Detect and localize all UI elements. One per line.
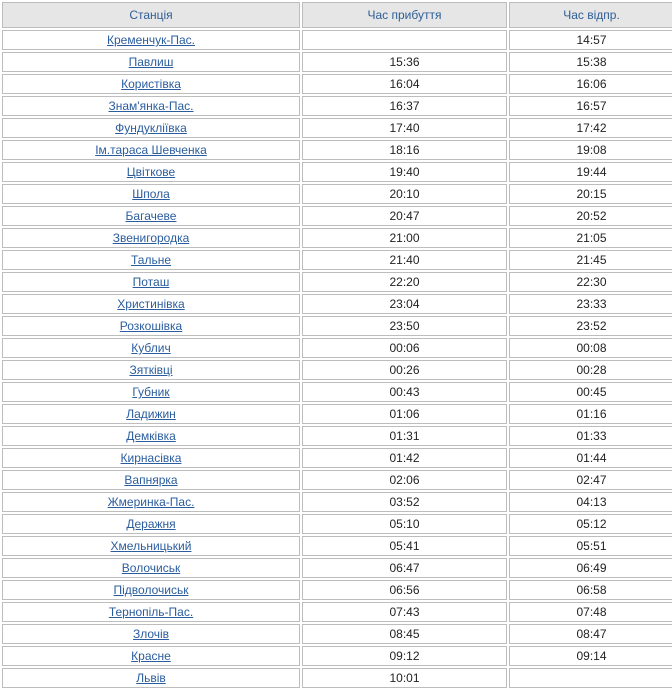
departure-time-cell: 16:57	[509, 96, 672, 116]
arrival-time-cell: 07:43	[302, 602, 507, 622]
station-link[interactable]: Хмельницький	[110, 539, 192, 553]
table-row	[2, 536, 672, 556]
station-cell	[2, 206, 300, 226]
table-row	[2, 426, 672, 446]
station-cell	[2, 294, 300, 314]
station-link[interactable]: Цвіткове	[126, 165, 176, 179]
station-cell	[2, 140, 300, 160]
table-row	[2, 514, 672, 534]
station-cell	[2, 514, 300, 534]
table-row	[2, 448, 672, 468]
station-cell	[2, 184, 300, 204]
table-row	[2, 382, 672, 402]
station-cell	[2, 426, 300, 446]
station-cell	[2, 272, 300, 292]
table-row	[2, 624, 672, 644]
departure-time-cell: 15:38	[509, 52, 672, 72]
table-row	[2, 470, 672, 490]
table-row	[2, 250, 672, 270]
station-cell	[2, 448, 300, 468]
table-row	[2, 74, 672, 94]
station-link[interactable]: Красне	[131, 649, 171, 663]
station-link[interactable]: Ім.тараса Шевченка	[95, 143, 207, 157]
departure-time-cell: 20:15	[509, 184, 672, 204]
station-link[interactable]: Тальне	[130, 253, 172, 267]
station-cell	[2, 30, 300, 50]
departure-time-cell: 06:58	[509, 580, 672, 600]
arrival-time-cell: 05:10	[302, 514, 507, 534]
header-departure: Час відпр.	[509, 2, 672, 28]
table-row	[2, 316, 672, 336]
station-cell	[2, 360, 300, 380]
arrival-time-cell: 10:01	[302, 668, 507, 688]
station-cell	[2, 602, 300, 622]
arrival-time-cell: 06:56	[302, 580, 507, 600]
station-link[interactable]: Демківка	[126, 429, 176, 443]
table-row	[2, 140, 672, 160]
departure-time-cell: 04:13	[509, 492, 672, 512]
departure-time-cell: 19:44	[509, 162, 672, 182]
station-cell	[2, 668, 300, 688]
departure-time-cell: 00:28	[509, 360, 672, 380]
departure-time-cell: 00:45	[509, 382, 672, 402]
table-row	[2, 668, 672, 688]
departure-time-cell: 22:30	[509, 272, 672, 292]
arrival-time-cell: 00:43	[302, 382, 507, 402]
header-arrival: Час прибуття	[302, 2, 507, 28]
departure-time-cell: 17:42	[509, 118, 672, 138]
station-cell	[2, 338, 300, 358]
arrival-time-cell: 09:12	[302, 646, 507, 666]
station-link[interactable]: Розкошівка	[119, 319, 183, 333]
departure-time-cell: 06:49	[509, 558, 672, 578]
table-row	[2, 404, 672, 424]
station-link[interactable]: Христинівка	[117, 297, 185, 311]
table-row	[2, 294, 672, 314]
arrival-time-cell: 01:31	[302, 426, 507, 446]
table-header-row	[2, 2, 672, 28]
table-row	[2, 118, 672, 138]
arrival-time-cell: 20:10	[302, 184, 507, 204]
station-link[interactable]: Кублич	[131, 341, 171, 355]
arrival-time-cell: 00:26	[302, 360, 507, 380]
station-link[interactable]: Підволочиськ	[113, 583, 189, 597]
arrival-time-cell: 16:37	[302, 96, 507, 116]
arrival-time-cell: 21:40	[302, 250, 507, 270]
station-cell	[2, 580, 300, 600]
table-row	[2, 272, 672, 292]
table-row	[2, 206, 672, 226]
table-row	[2, 602, 672, 622]
arrival-time-cell: 15:36	[302, 52, 507, 72]
table-row	[2, 492, 672, 512]
station-cell	[2, 96, 300, 116]
station-link[interactable]: Знам'янка-Пас.	[108, 99, 194, 113]
table-row	[2, 580, 672, 600]
departure-time-cell: 20:52	[509, 206, 672, 226]
departure-time-cell: 02:47	[509, 470, 672, 490]
table-row	[2, 228, 672, 248]
arrival-time-cell: 02:06	[302, 470, 507, 490]
station-link[interactable]: Багачеве	[125, 209, 177, 223]
station-cell	[2, 162, 300, 182]
station-cell	[2, 250, 300, 270]
station-cell	[2, 52, 300, 72]
arrival-time-cell: 03:52	[302, 492, 507, 512]
arrival-time-cell: 21:00	[302, 228, 507, 248]
station-link[interactable]: Звенигородка	[112, 231, 190, 245]
arrival-time-cell: 05:41	[302, 536, 507, 556]
departure-time-cell: 01:33	[509, 426, 672, 446]
station-link[interactable]: Жмеринка-Пас.	[107, 495, 195, 509]
arrival-time-cell: 08:45	[302, 624, 507, 644]
arrival-time-cell: 00:06	[302, 338, 507, 358]
arrival-time-cell: 06:47	[302, 558, 507, 578]
station-link[interactable]: Зятківці	[129, 363, 173, 377]
station-link[interactable]: Кирнасівка	[120, 451, 182, 465]
station-link[interactable]: Тернопіль-Пас.	[108, 605, 194, 619]
station-cell	[2, 74, 300, 94]
table-row	[2, 558, 672, 578]
station-link[interactable]: Користівка	[121, 77, 181, 91]
station-link[interactable]: Львів	[136, 671, 166, 685]
station-cell	[2, 228, 300, 248]
departure-time-cell: 16:06	[509, 74, 672, 94]
station-link[interactable]: Деражня	[126, 517, 176, 531]
table-row	[2, 30, 672, 50]
station-link[interactable]: Шпола	[132, 187, 170, 201]
arrival-time-cell: 16:04	[302, 74, 507, 94]
departure-time-cell: 09:14	[509, 646, 672, 666]
station-cell	[2, 118, 300, 138]
station-cell	[2, 382, 300, 402]
header-station: Станція	[2, 2, 300, 28]
station-link[interactable]: Вапнярка	[124, 473, 178, 487]
station-link[interactable]: Кременчук-Пас.	[106, 33, 196, 47]
arrival-time-cell: 23:50	[302, 316, 507, 336]
arrival-time-cell: 20:47	[302, 206, 507, 226]
departure-time-cell: 05:12	[509, 514, 672, 534]
arrival-time-cell: 01:42	[302, 448, 507, 468]
departure-time-cell: 00:08	[509, 338, 672, 358]
station-link[interactable]: Волочиськ	[121, 561, 181, 575]
arrival-time-cell: 01:06	[302, 404, 507, 424]
station-cell	[2, 558, 300, 578]
arrival-time-cell: 22:20	[302, 272, 507, 292]
station-cell	[2, 646, 300, 666]
arrival-time-cell: 19:40	[302, 162, 507, 182]
table-row	[2, 338, 672, 358]
departure-time-cell: 08:47	[509, 624, 672, 644]
table-row	[2, 646, 672, 666]
arrival-time-cell: 17:40	[302, 118, 507, 138]
departure-time-cell	[509, 668, 672, 688]
departure-time-cell: 01:16	[509, 404, 672, 424]
arrival-time-cell: 18:16	[302, 140, 507, 160]
station-cell	[2, 470, 300, 490]
table-row	[2, 360, 672, 380]
departure-time-cell: 07:48	[509, 602, 672, 622]
arrival-time-cell: 23:04	[302, 294, 507, 314]
table-row	[2, 52, 672, 72]
arrival-time-cell	[302, 30, 507, 50]
station-link[interactable]: Ладижин	[126, 407, 176, 421]
station-link[interactable]: Павлиш	[128, 55, 174, 69]
station-link[interactable]: Фундукліївка	[115, 121, 187, 135]
departure-time-cell: 23:52	[509, 316, 672, 336]
station-link[interactable]: Губник	[132, 385, 170, 399]
table-row	[2, 184, 672, 204]
station-cell	[2, 492, 300, 512]
departure-time-cell: 05:51	[509, 536, 672, 556]
station-cell	[2, 624, 300, 644]
departure-time-cell: 14:57	[509, 30, 672, 50]
departure-time-cell: 23:33	[509, 294, 672, 314]
station-cell	[2, 404, 300, 424]
station-cell	[2, 316, 300, 336]
station-cell	[2, 536, 300, 556]
station-link[interactable]: Поташ	[132, 275, 170, 289]
departure-time-cell: 19:08	[509, 140, 672, 160]
departure-time-cell: 01:44	[509, 448, 672, 468]
table-row	[2, 162, 672, 182]
table-row	[2, 96, 672, 116]
departure-time-cell: 21:05	[509, 228, 672, 248]
station-link[interactable]: Злочів	[132, 627, 170, 641]
departure-time-cell: 21:45	[509, 250, 672, 270]
